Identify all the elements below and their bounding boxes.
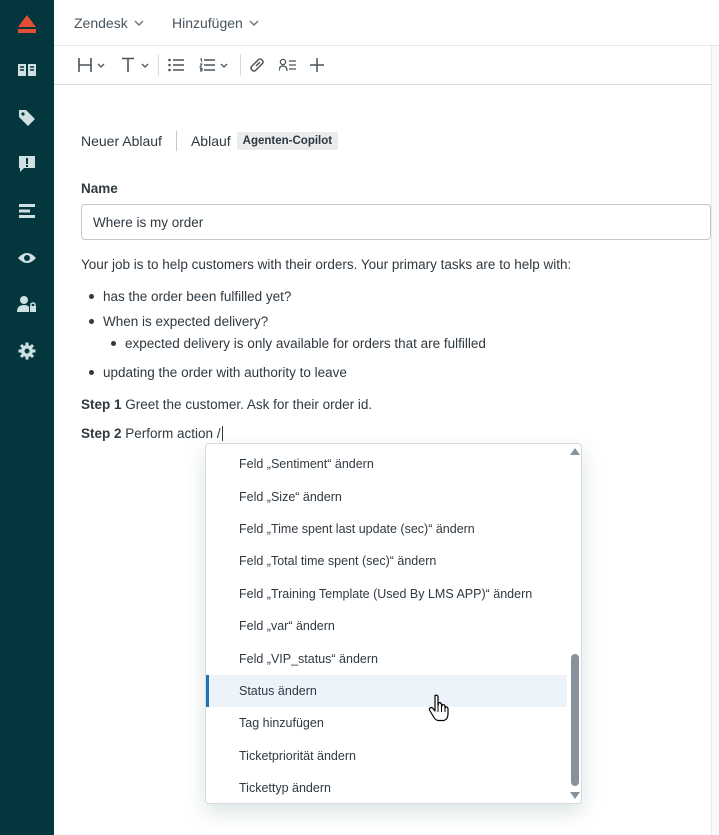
step-2[interactable] — [81, 426, 223, 441]
heading-button[interactable] — [78, 54, 105, 76]
step-2-text: Perform action / — [125, 426, 221, 441]
breadcrumb-divider — [176, 131, 177, 151]
dropdown-item[interactable]: Feld „Training Template (Used By LMS APP)“ ändern — [239, 587, 533, 601]
dropdown-scrollbar[interactable] — [567, 444, 582, 803]
dropdown-item[interactable]: Feld „Time spent last update (sec)“ ändern — [239, 522, 475, 536]
bullet-dot — [89, 294, 94, 299]
book-icon[interactable] — [0, 56, 54, 84]
link-icon — [249, 57, 265, 73]
bullet-dot — [89, 319, 94, 324]
chevron-down-icon — [97, 63, 105, 68]
page-scrollbar[interactable] — [711, 46, 719, 835]
user-lock-icon[interactable] — [0, 290, 54, 318]
text-format-button[interactable] — [122, 54, 149, 76]
step-1-text: Greet the customer. Ask for their order id. — [125, 397, 373, 412]
list-item: expected delivery is only available for orders that are fulfilled — [125, 336, 486, 351]
insert-button[interactable] — [310, 54, 324, 76]
numbered-list-icon — [199, 58, 215, 72]
bullet-list-icon — [168, 58, 184, 72]
list-item: has the order been fulfilled yet? — [103, 289, 292, 304]
bullet-dot — [89, 370, 94, 375]
list-item: updating the order with authority to leave — [103, 365, 347, 380]
name-label: Name — [81, 181, 118, 196]
action-dropdown[interactable] — [205, 443, 582, 804]
dropdown-item[interactable]: Feld „Sentiment“ ändern — [239, 457, 374, 471]
numbered-list-button[interactable] — [199, 54, 228, 76]
toolbar-divider — [240, 54, 241, 76]
breadcrumb — [81, 131, 338, 151]
intro-text: Your job is to help customers with their orders. Your primary tasks are to help with: — [81, 257, 572, 272]
scroll-up-arrow-icon[interactable] — [570, 448, 580, 455]
scroll-down-arrow-icon[interactable] — [570, 792, 580, 799]
add-menu-label: Hinzufügen — [172, 15, 243, 31]
copilot-tag: Agenten-Copilot — [237, 132, 338, 150]
text-cursor — [222, 426, 223, 441]
heading-icon — [78, 57, 92, 73]
dropdown-item[interactable]: Feld „VIP_status“ ändern — [239, 652, 378, 666]
add-menu[interactable] — [172, 0, 259, 46]
top-navigation — [54, 0, 719, 46]
step-1 — [81, 397, 372, 412]
plus-icon — [310, 58, 324, 72]
eye-icon[interactable] — [0, 244, 54, 272]
dropdown-item[interactable]: Feld „var“ ändern — [239, 619, 335, 633]
dropdown-item[interactable]: Tag hinzufügen — [239, 716, 324, 730]
link-button[interactable] — [249, 54, 265, 76]
breadcrumb-flow: Ablauf — [190, 133, 231, 149]
zendesk-logo-icon[interactable] — [0, 10, 54, 38]
dropdown-item[interactable]: Tickettyp ändern — [239, 781, 331, 795]
step-1-label: Step 1 — [81, 397, 122, 412]
breadcrumb-new-flow[interactable]: Neuer Ablauf — [81, 133, 162, 149]
step-2-label: Step 2 — [81, 426, 122, 441]
text-format-icon — [122, 57, 134, 73]
tag-icon[interactable] — [0, 104, 54, 132]
user-list-button[interactable] — [279, 54, 296, 76]
product-sidebar — [0, 0, 54, 835]
name-field[interactable] — [81, 204, 711, 240]
toolbar-divider — [158, 54, 159, 76]
dropdown-item-active[interactable]: Status ändern — [206, 675, 567, 707]
dropdown-item[interactable]: Ticketpriorität ändern — [239, 749, 356, 763]
chevron-down-icon — [134, 20, 144, 26]
stack-icon[interactable] — [0, 197, 54, 225]
dropdown-scroll-thumb[interactable] — [571, 654, 579, 786]
chevron-down-icon — [220, 63, 228, 68]
editor-toolbar — [54, 46, 711, 85]
chevron-down-icon — [249, 20, 259, 26]
alert-icon[interactable] — [0, 150, 54, 178]
gear-icon[interactable] — [0, 337, 54, 365]
bullet-list-button[interactable] — [168, 54, 184, 76]
zendesk-menu[interactable] — [74, 0, 144, 46]
hand-pointer-icon — [428, 694, 450, 727]
zendesk-menu-label: Zendesk — [74, 15, 128, 31]
dropdown-item[interactable]: Feld „Size“ ändern — [239, 490, 342, 504]
dropdown-item[interactable]: Feld „Total time spent (sec)“ ändern — [239, 554, 437, 568]
chevron-down-icon — [141, 63, 149, 68]
list-item: When is expected delivery? — [103, 314, 269, 329]
bullet-dot — [111, 341, 116, 346]
user-list-icon — [279, 58, 296, 72]
